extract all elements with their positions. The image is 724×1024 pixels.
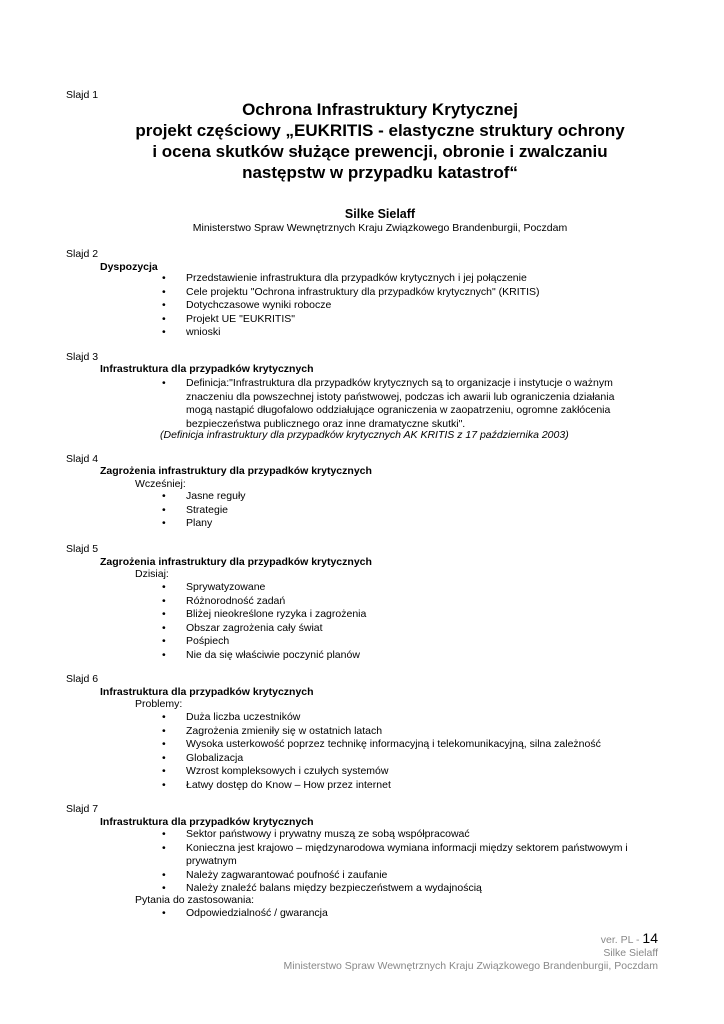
title-line: i ocena skutków służące prewencji, obronie i zwalczaniu bbox=[152, 142, 608, 161]
slide-5-heading: Zagrożenia infrastruktury dla przypadków krytycznych bbox=[100, 556, 372, 568]
list-item: • Konieczna jest krajowo – międzynarodowa wymiana informacji między sektorem państwowym i prywatnym bbox=[162, 842, 642, 869]
slide-4-sublabel: Wcześniej: bbox=[135, 478, 186, 490]
slide-3-list bbox=[162, 377, 637, 431]
slide-2-heading: Dyspozycja bbox=[100, 261, 158, 273]
list-item: • Łatwy dostęp do Know – How przez internet bbox=[162, 779, 652, 793]
list-item: • Należy zagwarantować poufność i zaufanie bbox=[162, 869, 642, 883]
list-item: • Plany bbox=[162, 517, 652, 531]
list-item: • Dotychczasowe wyniki robocze bbox=[162, 299, 652, 313]
slide-6-list bbox=[162, 711, 652, 793]
footer-author: Silke Sielaff bbox=[603, 947, 658, 959]
slide-7-heading: Infrastruktura dla przypadków krytycznych bbox=[100, 816, 314, 828]
list-item: • Różnorodność zadań bbox=[162, 595, 652, 609]
footer-version bbox=[601, 930, 658, 946]
list-item: • Globalizacja bbox=[162, 752, 652, 766]
list-item: • Należy znaleźć balans między bezpieczeństwem a wydajnością bbox=[162, 882, 642, 896]
slide-4-label: Slajd 4 bbox=[66, 453, 99, 465]
author-name: Silke Sielaff bbox=[344, 207, 416, 221]
slide-4-list bbox=[162, 490, 652, 531]
list-item: • Projekt UE "EUKRITIS" bbox=[162, 313, 652, 327]
slide-2-list bbox=[162, 272, 652, 340]
list-item: • Odpowiedzialność / gwarancja bbox=[162, 907, 652, 921]
list-item: • Wysoka usterkowość poprzez technikę informacyjną i telekomunikacyjną, silna zależność bbox=[162, 738, 652, 752]
list-item: • Zagrożenia zmieniły się w ostatnich latach bbox=[162, 725, 652, 739]
slide-7-sublabel: Pytania do zastosowania: bbox=[135, 894, 255, 906]
list-item: • Przedstawienie infrastruktura dla przypadków krytycznych i jej połączenie bbox=[162, 272, 652, 286]
list-item: • Strategie bbox=[162, 504, 652, 518]
title-line: projekt częściowy „EUKRITIS - elastyczne struktury ochrony bbox=[135, 121, 625, 140]
slide-6-sublabel: Problemy: bbox=[135, 698, 183, 710]
slide-7-list-2 bbox=[162, 907, 652, 921]
slide-6-heading: Infrastruktura dla przypadków krytycznych bbox=[100, 686, 314, 698]
slide-7-label: Slajd 7 bbox=[66, 803, 99, 815]
list-item: • Cele projektu "Ochrona infrastruktury dla przypadków krytycznych" (KRITIS) bbox=[162, 286, 652, 300]
document-title bbox=[60, 99, 700, 183]
slide-2-label: Slajd 2 bbox=[66, 248, 99, 260]
title-line: następstw w przypadku katastrof“ bbox=[242, 163, 518, 182]
list-item: • Obszar zagrożenia cały świat bbox=[162, 622, 652, 636]
slide-5-list bbox=[162, 581, 652, 663]
list-item: • Wzrost kompleksowych i czułych systemów bbox=[162, 765, 652, 779]
slide-7-list bbox=[162, 828, 642, 896]
author-affiliation: Ministerstwo Spraw Wewnętrznych Kraju Związkowego Brandenburgii, Poczdam bbox=[192, 222, 568, 234]
definition-source-note: (Definicja infrastruktury dla przypadków krytycznych AK KRITIS z 17 października 2003) bbox=[160, 429, 569, 441]
page-number: 14 bbox=[642, 930, 658, 946]
list-item: • Nie da się właściwie poczynić planów bbox=[162, 649, 652, 663]
slide-3-heading: Infrastruktura dla przypadków krytycznych bbox=[100, 363, 314, 375]
slide-4-heading: Zagrożenia infrastruktury dla przypadków krytycznych bbox=[100, 465, 372, 477]
list-item: • Jasne reguły bbox=[162, 490, 652, 504]
list-item: • Bliżej nieokreślone ryzyka i zagrożenia bbox=[162, 608, 652, 622]
slide-5-label: Slajd 5 bbox=[66, 543, 99, 555]
title-line: Ochrona Infrastruktury Krytycznej bbox=[242, 100, 518, 119]
list-item: • wnioski bbox=[162, 326, 652, 340]
slide-3-label: Slajd 3 bbox=[66, 351, 99, 363]
footer-version-label: ver. PL - bbox=[600, 934, 643, 946]
slide-1-label: Slajd 1 bbox=[66, 89, 99, 101]
list-item: • Duża liczba uczestników bbox=[162, 711, 652, 725]
list-item: • Pośpiech bbox=[162, 635, 652, 649]
list-item: • Definicja:"Infrastruktura dla przypadków krytycznych są to organizacje i instytucje o ważnym znaczeniu dla powszechnej istoty państwowej, podczas ich awarii lub ograniczenia działania mogą nastąpić długofalowo oddziałujące ograniczenia w zaopatrzeniu, ogromne zakłócenia bezpieczeństwa publicznego oraz inne dramatyczne skutki". bbox=[162, 377, 637, 431]
footer-affiliation: Ministerstwo Spraw Wewnętrznych Kraju Związkowego Brandenburgii, Poczdam bbox=[283, 960, 658, 972]
list-item: • Sektor państwowy i prywatny muszą ze sobą współpracować bbox=[162, 828, 642, 842]
slide-6-label: Slajd 6 bbox=[66, 673, 99, 685]
list-item: • Sprywatyzowane bbox=[162, 581, 652, 595]
slide-5-sublabel: Dzisiaj: bbox=[135, 568, 169, 580]
